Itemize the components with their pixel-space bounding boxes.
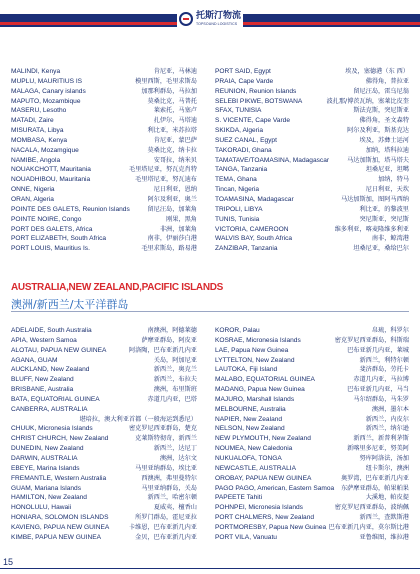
port-name-en: NOUAKCHOTT, Mauritania xyxy=(11,166,91,174)
port-name-en: POINTE NOIRE, Congo xyxy=(11,215,82,223)
port-name-cn: 莱索托，马塞卢 xyxy=(153,107,197,115)
port-name-cn: 新西兰，查默斯港 xyxy=(359,514,409,522)
company-logo xyxy=(177,6,243,32)
port-name-cn: 佛得角，普拉亚 xyxy=(365,77,409,85)
port-name-en: LYTTELTON, New Zealand xyxy=(215,356,295,364)
section-subtitle: 澳洲/新西兰/太平洋群岛 xyxy=(11,298,129,311)
port-name-en: NEW PLYMOUTH, New Zealand xyxy=(215,435,311,443)
port-name-cn: 新西兰，新普利茅斯 xyxy=(353,435,409,443)
port-entry xyxy=(11,205,197,215)
port-entry xyxy=(11,97,197,107)
port-entry xyxy=(215,513,409,523)
port-entry xyxy=(215,326,409,336)
port-name-en: KOROR, Palau xyxy=(215,327,260,334)
page-number: 15 xyxy=(3,557,14,567)
port-entry xyxy=(215,464,409,474)
port-name-en: PORT CHALMERS, New Zealand xyxy=(215,514,315,522)
port-entry xyxy=(11,195,197,205)
port-entry xyxy=(11,454,197,464)
port-name-cn: 密克罗尼西亚群岛，波纳佩 xyxy=(334,504,409,512)
port-name-en: TRIPOLI, LIBYA xyxy=(215,205,263,213)
port-entry xyxy=(215,67,409,77)
port-name-cn: 莫桑比克，纳卡拉 xyxy=(147,146,197,154)
port-name-en: KOSRAE, Micronesia Islands xyxy=(215,336,301,344)
port-entry xyxy=(11,375,197,385)
port-name-en: NOUMEA, New Caledonia xyxy=(215,445,293,453)
port-name-cn: 克莱斯特彻奇，新西兰 xyxy=(135,435,197,443)
port-entry xyxy=(11,523,197,533)
port-name-cn: 纽卡斯尔，澳洲 xyxy=(365,464,409,472)
port-name-cn: 密克罗尼西亚群岛，科斯瑞 xyxy=(334,336,409,344)
port-name-en: HONOLULU, Hawaii xyxy=(11,504,72,512)
port-list-africa-left xyxy=(11,67,197,254)
port-entry xyxy=(11,434,197,444)
port-name-cn: 埃及，塞德港（东 西） xyxy=(345,68,409,75)
port-entry xyxy=(11,165,197,175)
port-name-en: KAVIENG, PAPUA NEW GUINEA xyxy=(11,523,110,531)
section-title: AUSTRALIA,NEW ZEALAND,PACIFIC ISLANDS xyxy=(11,282,224,293)
port-entry xyxy=(11,156,197,166)
port-name-en: NUKUALOFA, TONGA xyxy=(215,454,282,462)
port-name-cn: 新西兰，哈密尔顿 xyxy=(147,494,197,502)
port-entry xyxy=(215,97,409,107)
port-name-en: TAMATAVE/TOAMASINA, Madagascar xyxy=(215,156,330,164)
port-name-en: CANBERRA, AUSTRALIA xyxy=(11,405,88,413)
port-name-en: MUPLU, MAURITIUS IS xyxy=(11,77,83,85)
port-name-en: POHNPEI, Micronesia Islands xyxy=(215,504,303,512)
port-entry xyxy=(215,424,409,434)
port-entry xyxy=(215,484,409,494)
port-entry xyxy=(11,146,197,156)
port-name-cn: 大溪地，帕皮提 xyxy=(365,494,409,502)
port-name-en: LAE, Papua New Guinea xyxy=(215,346,289,354)
port-name-en: SUEZ CANAL, Egypt xyxy=(215,136,277,144)
port-name-cn: 金贝，巴布亚新几内亚 xyxy=(135,533,197,541)
port-name-cn: 尼日利亚，恩纳 xyxy=(153,186,197,194)
port-list-oceania-left xyxy=(11,326,197,543)
port-name-cn: 埃及，苏彝士运河 xyxy=(359,136,409,144)
logo-globe-icon xyxy=(179,12,193,26)
port-entry xyxy=(215,454,409,464)
port-name-en: PAPEETE Tahiti xyxy=(215,494,263,502)
port-entry xyxy=(215,126,409,136)
port-name-cn: 马达加斯加，图阿马西纳 xyxy=(340,195,409,203)
port-entry xyxy=(11,513,197,523)
port-name-cn: 扎伊尔，马塔迪 xyxy=(153,117,197,125)
port-name-cn: 努库阿洛法，汤加 xyxy=(359,454,409,462)
port-name-cn: 加纳，塔科拉迪 xyxy=(365,146,409,154)
port-entry xyxy=(11,385,197,395)
port-name-en: CHUUK, Micronesia Islands xyxy=(11,425,93,433)
port-entry xyxy=(11,116,197,126)
port-name-en: MOMBASA, Kenya xyxy=(11,136,68,144)
port-entry xyxy=(215,77,409,87)
port-name-cn: 马里亚纳群岛，关岛 xyxy=(141,484,197,492)
port-list-africa-right xyxy=(215,67,409,254)
port-entry xyxy=(11,464,197,474)
port-entry xyxy=(215,234,409,244)
port-name-cn: 赤道几内亚，马拉博 xyxy=(353,376,409,384)
page-header xyxy=(0,0,420,40)
port-name-en: NAPIER, New Zealand xyxy=(215,415,283,423)
port-entry xyxy=(215,336,409,346)
port-entry xyxy=(11,444,197,454)
port-name-en: MALAGA, Canary islands xyxy=(11,87,86,95)
port-entry xyxy=(215,136,409,146)
port-entry xyxy=(11,415,197,425)
port-entry xyxy=(11,503,197,513)
port-name-cn: 新喀里多尼亚，努美阿 xyxy=(347,445,409,453)
port-entry xyxy=(215,385,409,395)
port-name-cn: 新西兰，利特尔顿 xyxy=(359,356,409,364)
port-name-en: TOAMASINA, Madagascar xyxy=(215,195,294,203)
logo-name-en: TOPSOUND LOGISTICS xyxy=(196,21,238,26)
port-name-cn: 利比亚，米苏拉塔 xyxy=(147,127,197,135)
port-entry xyxy=(215,523,409,533)
port-name-cn: 突尼斯亚，突尼斯 xyxy=(359,215,409,223)
port-name-cn: 坦桑尼亚，桑给巴尔 xyxy=(353,245,409,253)
port-name-cn: 堪培拉，澳大利亚首都（一般海运到悉尼） xyxy=(79,415,197,423)
port-name-cn: 毛里塔尼亚，努瓦克肖特 xyxy=(128,166,197,174)
port-entry xyxy=(215,375,409,385)
port-name-en: S. VICENTE, Cape Varde xyxy=(215,117,291,125)
port-name-en: MAJURO, Marshall Islands xyxy=(215,395,295,403)
port-name-cn: 澳洲，达尔文 xyxy=(159,454,197,462)
port-name-en: NELSON, New Zealand xyxy=(215,425,285,433)
port-entry xyxy=(215,106,409,116)
port-name-cn: 阿尔及利亚，斯基克达 xyxy=(347,127,409,135)
port-entry xyxy=(11,395,197,405)
port-name-cn: 莫桑比克，马普托 xyxy=(147,97,197,105)
port-name-en: DUNEDIN, New Zealand xyxy=(11,445,84,453)
port-name-en: NAMIBE, Angola xyxy=(11,156,61,164)
port-entry xyxy=(215,415,409,425)
port-name-en: LAUTOKA, Fiji Island xyxy=(215,366,278,374)
port-name-cn: 萨摩亚群岛，阿皮亚 xyxy=(141,336,197,344)
port-name-en: SFAX, TUNISIA xyxy=(215,107,262,115)
port-name-en: MAPUTO, Mozambique xyxy=(11,97,81,105)
port-entry xyxy=(215,205,409,215)
port-entry xyxy=(11,215,197,225)
port-entry xyxy=(11,106,197,116)
port-entry xyxy=(215,175,409,185)
port-name-en: OROBAY, PAPUA NEW GUINEA xyxy=(215,474,312,482)
port-name-cn: 新西兰，内皮尔 xyxy=(365,415,409,423)
port-name-cn: 斐济群岛，劳托卡 xyxy=(359,366,409,374)
port-name-cn: 新西兰，奥克兰 xyxy=(153,366,197,374)
port-name-cn: 夏威夷，檀香山 xyxy=(153,504,197,512)
port-entry xyxy=(11,474,197,484)
port-name-en: HAMILTON, New Zealand xyxy=(11,494,87,502)
port-name-cn: 马里亚纳群岛，埃比亚 xyxy=(135,464,197,472)
port-name-cn: 南非，伊丽莎白港 xyxy=(147,235,197,243)
port-entry xyxy=(215,116,409,126)
port-entry xyxy=(11,484,197,494)
port-name-cn: 阿尔及利亚，奥兰 xyxy=(147,195,197,203)
port-entry xyxy=(11,234,197,244)
port-name-cn: 西澳洲，弗里曼特尔 xyxy=(141,474,197,482)
port-name-en: BRISBANE, Australia xyxy=(11,386,74,394)
port-entry xyxy=(11,424,197,434)
port-name-en: NEWCASTLE, AUSTRALIA xyxy=(215,464,296,472)
port-entry xyxy=(11,346,197,356)
port-name-cn: 马尔绍群岛，马朱罗 xyxy=(353,395,409,403)
port-name-en: TEMA, Ghana xyxy=(215,176,257,184)
port-name-cn: 尼日利亚，天坎 xyxy=(365,186,409,194)
port-name-en: VICTORIA, CAMEROON xyxy=(215,225,289,233)
port-name-cn: 澳洲，墨尔本 xyxy=(371,405,409,413)
port-entry xyxy=(11,493,197,503)
port-name-en: MALINDI, Kenya xyxy=(11,68,61,75)
port-entry xyxy=(215,165,409,175)
port-name-en: AGANA, GUAM xyxy=(11,356,58,364)
port-entry xyxy=(11,126,197,136)
port-name-en: MATADI, Zaire xyxy=(11,117,54,125)
port-name-en: Tincan, Nigeria xyxy=(215,186,260,194)
port-name-cn: 坦桑尼亚，坦噶 xyxy=(365,166,409,174)
port-name-en: ONNE, Nigeria xyxy=(11,186,55,194)
port-name-en: MALABO, EQUATORIAL GUINEA xyxy=(215,376,315,384)
port-entry xyxy=(215,474,409,484)
port-name-en: POINTE DES GALETS, Reunion Islands xyxy=(11,205,130,213)
port-name-en: MISURATA, Libya xyxy=(11,127,64,135)
port-entry xyxy=(215,533,409,543)
port-name-en: PORTMORESBY, Papua New Guinea xyxy=(215,523,327,531)
port-name-en: MASERU, Lesotho xyxy=(11,107,67,115)
port-name-en: PAGO PAGO, American, Eastern Samoa xyxy=(215,484,335,492)
port-name-cn: 肯尼亚，蒙巴萨 xyxy=(153,136,197,144)
port-name-cn: 安哥拉，纳米贝 xyxy=(153,156,197,164)
port-name-en: ALOTAU, PAPUA NEW GUINEA xyxy=(11,346,107,354)
port-name-cn: 东萨摩亚群岛，帕果帕果 xyxy=(340,484,409,492)
port-entry xyxy=(215,365,409,375)
port-name-cn: 毛里塔尼亚，努瓦迪布 xyxy=(135,176,197,184)
footer-rule xyxy=(0,568,420,569)
port-name-cn: 毛里求斯岛，路易港 xyxy=(141,245,197,253)
port-entry xyxy=(11,225,197,235)
port-name-en: REUNION, Reunion Islands xyxy=(215,87,297,95)
port-list-oceania-right xyxy=(215,326,409,543)
port-name-cn: 南澳洲，阿德莱德 xyxy=(147,327,197,334)
port-entry xyxy=(215,185,409,195)
port-entry xyxy=(215,146,409,156)
port-entry xyxy=(11,405,197,415)
port-name-en: BLUFF, New Zealand xyxy=(11,376,74,384)
port-name-cn: 波扎那/博茨瓦纳，塞莱比皮奎 xyxy=(326,97,409,105)
port-entry xyxy=(11,533,197,543)
port-name-cn: 非洲，加莱角 xyxy=(159,225,197,233)
port-name-cn: 斯法克斯，突尼斯亚 xyxy=(353,107,409,115)
port-name-en: PORT DES GALETS, Africa xyxy=(11,225,93,233)
port-name-en: APIA, Western Samoa xyxy=(11,336,77,344)
port-name-en: PORT SAID, Egypt xyxy=(215,68,271,75)
port-entry xyxy=(215,225,409,235)
port-name-cn: 肯尼亚，马林迪 xyxy=(153,68,197,75)
port-name-en: PORT VILA, Vanuatu xyxy=(215,533,277,541)
port-entry xyxy=(215,87,409,97)
port-name-en: SELEBI PIKWE, BOTSWANA xyxy=(215,97,303,105)
port-entry xyxy=(11,356,197,366)
logo-name-cn: 托斯汀物流 xyxy=(196,10,242,21)
port-entry xyxy=(215,215,409,225)
port-entry xyxy=(215,356,409,366)
port-name-en: WALVIS BAY, South Africa xyxy=(215,235,293,243)
port-entry xyxy=(11,244,197,254)
port-entry xyxy=(215,346,409,356)
port-name-cn: 所罗门群岛，霍尼亚拉 xyxy=(135,514,197,522)
port-name-en: PORT ELIZABETH, South Africa xyxy=(11,235,107,243)
port-name-cn: 维多利亚，喀麦隆维多利亚 xyxy=(334,225,409,233)
port-name-cn: 帛琉，科罗尔 xyxy=(371,327,409,334)
port-entry xyxy=(11,87,197,97)
port-name-en: ZANZIBAR, Tanzania xyxy=(215,245,278,253)
port-entry xyxy=(215,395,409,405)
port-name-cn: 留尼汪岛，雷乌尼翁 xyxy=(353,87,409,95)
port-name-cn: 关岛，阿加尼亚 xyxy=(153,356,197,364)
port-name-en: TANGA, Tanzania xyxy=(215,166,268,174)
port-name-en: GUAM, Mariana Islands xyxy=(11,484,81,492)
port-name-en: NOUADHIBOU, Mauritania xyxy=(11,176,91,184)
port-entry xyxy=(11,77,197,87)
port-name-en: KIMBE, PAPUA NEW GUINEA xyxy=(11,533,102,541)
port-name-en: ORAN, Algeria xyxy=(11,195,54,203)
port-name-en: HONIARA, SOLOMON ISLANDS xyxy=(11,514,109,522)
port-name-cn: 巴布亚新几内亚，莫尔斯比港 xyxy=(328,523,409,531)
port-name-cn: 刚果，黑角 xyxy=(166,215,197,223)
port-name-en: SKIKDA, Algeria xyxy=(215,127,264,135)
port-name-en: CHRIST CHURCH, New Zealand xyxy=(11,435,109,443)
port-entry xyxy=(11,185,197,195)
port-name-cn: 模里西斯，毛里求斯岛 xyxy=(135,77,197,85)
port-name-cn: 巴布亚新几内亚，马当 xyxy=(347,386,409,394)
port-name-cn: 新西兰，纳尔逊 xyxy=(365,425,409,433)
port-name-en: EBEYE, Marina Islands xyxy=(11,464,80,472)
port-entry xyxy=(215,195,409,205)
port-name-en: AUCKLAND, New Zealand xyxy=(11,366,90,374)
port-name-cn: 新西兰，达尼丁 xyxy=(153,445,197,453)
port-entry xyxy=(11,365,197,375)
port-entry xyxy=(11,336,197,346)
port-name-cn: 利比亚，的黎波里 xyxy=(359,205,409,213)
port-entry xyxy=(11,67,197,77)
port-name-cn: 卡维恩，巴布亚新几内亚 xyxy=(128,523,197,531)
port-entry xyxy=(11,326,197,336)
port-name-en: DARWIN, AUSTRALIA xyxy=(11,454,78,462)
port-entry xyxy=(11,136,197,146)
port-name-cn: 新西兰，布拉夫 xyxy=(153,376,197,384)
port-name-cn: 密克罗尼西亚群岛，楚克 xyxy=(128,425,197,433)
logo-text xyxy=(196,12,241,27)
port-name-en: PRAIA, Cape Varde xyxy=(215,77,274,85)
port-name-cn: 巴布亚新几内亚，莱城 xyxy=(347,346,409,354)
port-name-cn: 南非，鲸湾港 xyxy=(371,235,409,243)
port-name-cn: 赤道几内亚，巴塔 xyxy=(147,395,197,403)
port-name-cn: 加纳，特马 xyxy=(378,176,409,184)
port-name-en: MADANG, Papua New Guinea xyxy=(215,386,305,394)
section-divider xyxy=(11,311,409,312)
port-entry xyxy=(215,244,409,254)
port-name-en: MELBOURNE, Australia xyxy=(215,405,286,413)
port-name-en: TAKORADI, Ghana xyxy=(215,146,272,154)
port-name-cn: 澳洲，布里斯班 xyxy=(153,386,197,394)
port-name-en: ADELAIDE, South Australia xyxy=(11,327,92,334)
port-entry xyxy=(215,444,409,454)
port-entry xyxy=(215,156,409,166)
port-name-cn: 亚鲁维图，维拉港 xyxy=(359,533,409,541)
port-name-en: NACALA, Mozamgique xyxy=(11,146,79,154)
port-name-cn: 佛得角，圣文森特 xyxy=(359,117,409,125)
port-name-cn: 阿洛陶，巴布亚新几内亚 xyxy=(128,346,197,354)
port-name-cn: 加那利群岛，马拉加 xyxy=(141,87,197,95)
port-name-en: FREMANTLE, Western Australia xyxy=(11,474,107,482)
port-name-en: BATA, EQUATORIAL GUINEA xyxy=(11,395,100,403)
port-entry xyxy=(215,493,409,503)
port-entry xyxy=(11,175,197,185)
port-name-cn: 奥罗湾，巴布亚新几内亚 xyxy=(340,474,409,482)
port-name-en: PORT LOUIS, Mauritius Is. xyxy=(11,245,90,253)
port-name-cn: 留尼汪岛，加莱角 xyxy=(147,205,197,213)
port-entry xyxy=(215,503,409,513)
port-name-cn: 马达加斯加，塔马塔夫 xyxy=(347,156,409,164)
port-entry xyxy=(215,434,409,444)
port-entry xyxy=(215,405,409,415)
port-name-en: TUNIS, Tunisia xyxy=(215,215,260,223)
